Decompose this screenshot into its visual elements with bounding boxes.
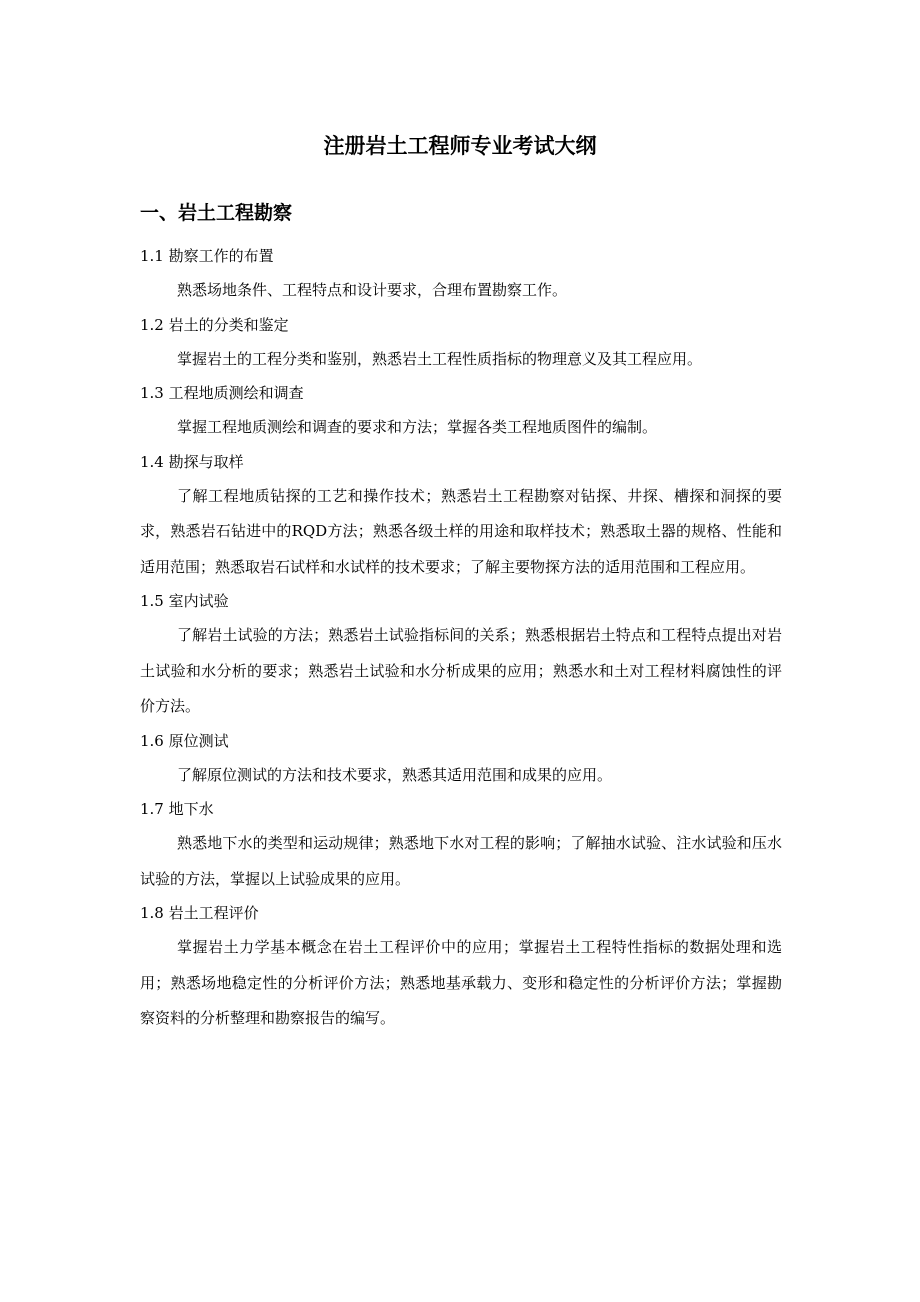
- subsection-heading-1-5: 1.5 室内试验: [140, 592, 229, 610]
- subsection-body-1-6: 了解原位测试的方法和技术要求，熟悉其适用范围和成果的应用。: [177, 765, 613, 784]
- subsection-heading-1-6: 1.6 原位测试: [140, 731, 229, 750]
- subsection-body-1-4: 了解工程地质钻探的工艺和操作技术；熟悉岩土工程勘察对钻探、井探、槽探和洞探的要求，熟悉岩石钻进中的RQD方法；熟悉各级土样的用途和取样技术；熟悉取土器的规格、性能和适用范围；熟悉取岩石试样和水试样的技术要求；了解主要物探方法的适用范围和工程应用。: [140, 486, 782, 576]
- subsection-heading-1-8: 1.8 岩土工程评价: [140, 904, 259, 922]
- subsection-heading-1-2: 1.2 岩土的分类和鉴定: [140, 315, 289, 334]
- subsection-body-1-7: 熟悉地下水的类型和运动规律；熟悉地下水对工程的影响；了解抽水试验、注水试验和压水试验的方法，掌握以上试验成果的应用。: [140, 834, 782, 888]
- subsection-heading-1-1: 1.1 勘察工作的布置: [140, 247, 274, 265]
- subsection-heading-1-4: 1.4 勘探与取样: [140, 452, 244, 471]
- subsection-body-1-5: 了解岩土试验的方法；熟悉岩土试验指标间的关系；熟悉根据岩土特点和工程特点提出对岩土试验和水分析的要求；熟悉岩土试验和水分析成果的应用；熟悉水和土对工程材料腐蚀性的评价方法。: [140, 626, 782, 715]
- subsection-heading-1-7: 1.7 地下水: [140, 800, 214, 818]
- section-heading: 一、岩土工程勘察: [140, 202, 293, 224]
- section-content: [140, 240, 782, 1037]
- subsection-body-1-1: 熟悉场地条件、工程特点和设计要求，合理布置勘察工作。: [177, 281, 568, 299]
- document-title: 注册岩土工程师专业考试大纲: [323, 134, 597, 158]
- subsection-heading-1-3: 1.3 工程地质测绘和调查: [140, 384, 304, 402]
- subsection-body-1-2: 掌握岩土的工程分类和鉴别，熟悉岩土工程性质指标的物理意义及其工程应用。: [177, 349, 703, 368]
- subsection-body-1-3: 掌握工程地质测绘和调查的要求和方法；掌握各类工程地质图件的编制。: [177, 418, 658, 436]
- subsection-body-1-8: 掌握岩土力学基本概念在岩土工程评价中的应用；掌握岩土工程特性指标的数据处理和选用；熟悉场地稳定性的分析评价方法；熟悉地基承载力、变形和稳定性的分析评价方法；掌握勘察资料的分析整理和勘察报告的编写。: [140, 938, 782, 1027]
